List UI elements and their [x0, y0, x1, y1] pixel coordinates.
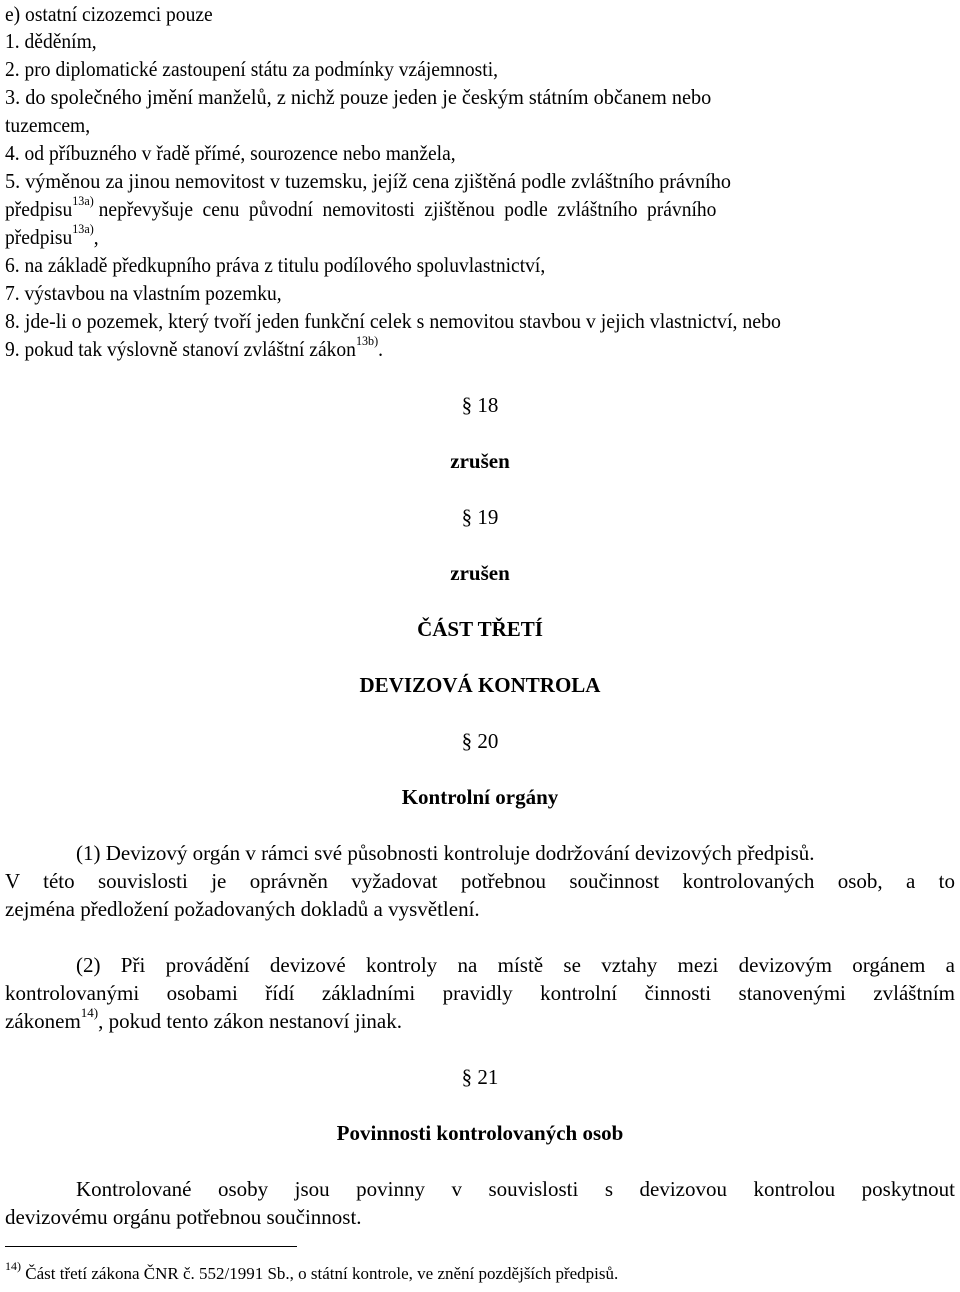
- s20-p2-line3-end: , pokud tento zákon nestanoví jinak.: [98, 1009, 402, 1033]
- footnote-ref-13a: 13a): [72, 193, 94, 208]
- footnote-marker: 14): [5, 1259, 21, 1274]
- section-20-heading: § 20: [461, 729, 499, 753]
- footnote-ref-14: 14): [80, 1005, 99, 1020]
- part-name: DEVIZOVÁ KONTROLA: [359, 673, 601, 697]
- s20-p2-line1: (2) Při provádění devizové kontroly na místě se vztahy mezi devizovým orgánem a: [76, 953, 955, 977]
- list-item-1: 1. děděním,: [5, 29, 97, 53]
- list-item-9-text: 9. pokud tak výslovně stanoví zvláštní zákon: [5, 337, 356, 361]
- s20-p2-line3-start: zákonem: [5, 1009, 81, 1033]
- list-item-3-line2: tuzemcem,: [5, 113, 91, 137]
- section-20-title: Kontrolní orgány: [401, 785, 559, 809]
- list-item-9-end: .: [378, 337, 384, 361]
- s21-p-line1: Kontrolované osoby jsou povinny v souvislosti s devizovou kontrolou poskytnout: [76, 1177, 955, 1201]
- list-item-2: 2. pro diplomatické zastoupení státu za podmínky vzájemnosti,: [5, 57, 499, 81]
- list-item-5-line2: [5, 195, 716, 223]
- section-21-title: Povinnosti kontrolovaných osob: [336, 1121, 624, 1145]
- list-item-6: 6. na základě předkupního práva z titulu podílového spoluvlastnictví,: [5, 253, 546, 277]
- list-item-7: 7. výstavbou na vlastním pozemku,: [5, 281, 282, 305]
- part-title: ČÁST TŘETÍ: [417, 617, 543, 641]
- section-19-heading: § 19: [461, 505, 499, 529]
- list-item-5-line3: [5, 223, 99, 251]
- section-18-status: zrušen: [450, 449, 510, 473]
- section-18-heading: § 18: [461, 393, 499, 417]
- s20-p1-line1: (1) Devizový orgán v rámci své působnosti kontroluje dodržování devizových předpisů.: [76, 841, 815, 865]
- footnote: [5, 1259, 619, 1286]
- s20-p1-line3: zejména předložení požadovaných dokladů a vysvětlení.: [5, 897, 480, 921]
- list-item-4: 4. od příbuzného v řadě přímé, sourozence nebo manžela,: [5, 141, 456, 165]
- list-item-e: e) ostatní cizozemci pouze: [5, 2, 213, 26]
- footnote-separator: [5, 1246, 297, 1247]
- list-item-5-line2-end: nepřevyšuje cenu původní nemovitosti zjištěnou podle zvláštního právního: [98, 197, 717, 221]
- section-21-heading: § 21: [461, 1065, 499, 1089]
- s21-p-line2: devizovému orgánu potřebnou součinnost.: [5, 1205, 362, 1229]
- list-item-9: [5, 335, 383, 363]
- list-item-5-line3-start: předpisu: [5, 225, 73, 249]
- s20-p2-line3: [5, 1007, 402, 1035]
- list-item-5-line3-end: ,: [93, 225, 99, 249]
- footnote-text: Část třetí zákona ČNR č. 552/1991 Sb., o státní kontrole, ve znění pozdějších předpisů.: [25, 1264, 619, 1283]
- footnote-ref-13a: 13a): [72, 221, 94, 236]
- list-item-8: 8. jde-li o pozemek, který tvoří jeden funkční celek s nemovitou stavbou v jejich vlastnictví, nebo: [5, 309, 781, 333]
- list-item-3-line1: 3. do společného jmění manželů, z nichž pouze jeden je českým státním občanem nebo: [5, 85, 712, 109]
- list-item-5-line2-start: předpisu: [5, 197, 73, 221]
- footnote-ref-13b: 13b): [355, 333, 379, 348]
- s20-p1-line2: V této souvislosti je oprávněn vyžadovat potřebnou součinnost kontrolovaných osob, a to: [5, 869, 955, 893]
- s20-p2-line2: kontrolovanými osobami řídí základními pravidly kontrolní činnosti stanovenými zvláštním: [5, 981, 955, 1005]
- section-19-status: zrušen: [450, 561, 510, 585]
- list-item-5-line1: 5. výměnou za jinou nemovitost v tuzemsku, jejíž cena zjištěná podle zvláštního právního: [5, 169, 731, 193]
